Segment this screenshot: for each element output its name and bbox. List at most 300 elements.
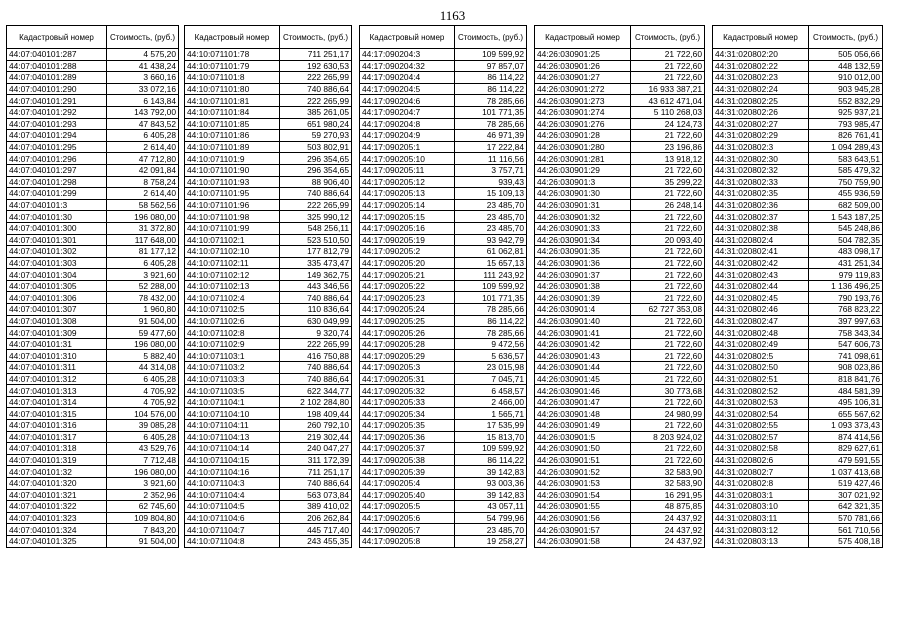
table-row [360,501,527,513]
cadastral-number-cell: 44:26:030901:272 [535,83,631,95]
cadastral-number-cell: 44:07:040101:320 [7,477,107,489]
table-row [7,431,179,443]
cost-cell: 6 458,57 [455,385,527,397]
cadastral-number-cell: 44:26:030901:29 [535,164,631,176]
cadastral-number-cell: 44:31:020802:5 [713,350,809,362]
cadastral-number-cell: 44:26:030901:31 [535,199,631,211]
cadastral-number-cell: 44:07:040101:297 [7,164,107,176]
cost-cell: 2 614,40 [107,141,179,153]
cost-cell: 1 037 413,68 [809,466,883,478]
cadastral-number-cell: 44:26:030901:42 [535,338,631,350]
table-row [360,106,527,118]
cadastral-number-cell: 44:10:071102:8 [185,327,280,339]
cadastral-number-cell: 44:07:040101:289 [7,72,107,84]
cadastral-number-cell: 44:07:040101:317 [7,431,107,443]
cost-cell: 21 722,60 [631,269,705,281]
cost-cell: 21 722,60 [631,443,705,455]
cost-cell: 925 937,21 [809,106,883,118]
table-row [185,95,352,107]
cost-cell: 3 921,60 [107,269,179,281]
table-row [360,153,527,165]
cadastral-number-cell: 44:07:040101:324 [7,524,107,536]
cadastral-number-cell: 44:26:030901:52 [535,466,631,478]
cost-cell: 21 722,60 [631,188,705,200]
cost-cell: 21 722,60 [631,315,705,327]
table-row [7,141,179,153]
table-row [535,280,705,292]
cost-cell: 17 222,84 [455,141,527,153]
cost-cell: 24 437,92 [631,512,705,524]
cost-cell: 20 093,40 [631,234,705,246]
table-row [7,72,179,84]
cost-cell: 222 265,99 [280,95,352,107]
table-row [185,327,352,339]
cost-cell: 23 485,70 [455,222,527,234]
table-row [185,199,352,211]
table-row [360,315,527,327]
cost-cell: 16 933 387,21 [631,83,705,95]
table-row [360,280,527,292]
cost-cell: 503 802,91 [280,141,352,153]
table-row [360,327,527,339]
cost-cell: 31 372,80 [107,222,179,234]
cadastral-number-cell: 44:17:090205:28 [360,338,455,350]
table-row [360,83,527,95]
cost-cell: 8 203 924,02 [631,431,705,443]
cadastral-number-cell: 44:31:020802:58 [713,443,809,455]
cost-cell: 47 712,80 [107,153,179,165]
cost-cell: 109 599,92 [455,443,527,455]
cost-cell: 19 258,27 [455,535,527,547]
table-row [535,304,705,316]
table-row [535,164,705,176]
table-row [360,477,527,489]
table-row [713,118,883,130]
cost-cell: 575 408,18 [809,535,883,547]
cost-cell: 13 918,12 [631,153,705,165]
table-row [185,489,352,501]
cadastral-number-cell: 44:17:090204:8 [360,118,455,130]
cost-cell: 196 080,00 [107,466,179,478]
cadastral-number-cell: 44:31:020802:35 [713,188,809,200]
cadastral-number-cell: 44:26:030901:40 [535,315,631,327]
table-row [535,141,705,153]
cadastral-number-cell: 44:26:030901:276 [535,118,631,130]
cadastral-number-cell: 44:07:040101:315 [7,408,107,420]
table-row [713,72,883,84]
cadastral-number-cell: 44:26:030901:274 [535,106,631,118]
cadastral-number-cell: 44:17:090205:24 [360,304,455,316]
header-cost: Стоимость, (руб.) [631,26,705,49]
cost-cell: 2 466,00 [455,396,527,408]
cost-cell: 54 799,96 [455,512,527,524]
cost-cell: 192 630,53 [280,60,352,72]
table-row [360,176,527,188]
header-row [360,26,527,49]
table-row [185,385,352,397]
cost-cell: 585 479,32 [809,164,883,176]
cadastral-number-cell: 44:10:071102:1 [185,234,280,246]
cadastral-number-cell: 44:10:071101:85 [185,118,280,130]
table-row [185,512,352,524]
table-row [535,222,705,234]
cost-cell: 62 727 353,08 [631,304,705,316]
table-row [7,350,179,362]
cadastral-number-cell: 44:07:040101:311 [7,362,107,374]
header-cost: Стоимость, (руб.) [455,26,527,49]
page-number: 1163 [439,8,466,23]
cost-cell: 21 722,60 [631,338,705,350]
cadastral-number-cell: 44:07:040101:307 [7,304,107,316]
cadastral-number-cell: 44:31:020802:42 [713,257,809,269]
cost-cell: 740 886,64 [280,292,352,304]
cost-cell: 523 510,50 [280,234,352,246]
cadastral-number-cell: 44:17:090205:5 [360,501,455,513]
table-row [535,269,705,281]
cost-cell: 504 782,35 [809,234,883,246]
cadastral-number-cell: 44:10:071104:3 [185,477,280,489]
cadastral-number-cell: 44:31:020802:47 [713,315,809,327]
cadastral-number-cell: 44:26:030901:55 [535,501,631,513]
table-row [713,199,883,211]
cost-cell: 570 781,66 [809,512,883,524]
cadastral-number-cell: 44:26:030901:26 [535,60,631,72]
table-row [185,350,352,362]
cost-cell: 260 792,10 [280,420,352,432]
table-row [7,315,179,327]
cost-cell: 15 109,13 [455,188,527,200]
table-row [713,512,883,524]
cadastral-number-cell: 44:07:040101:290 [7,83,107,95]
cost-cell: 15 813,70 [455,431,527,443]
table-row [185,211,352,223]
table-row [713,431,883,443]
cost-cell: 443 346,56 [280,280,352,292]
table-row [185,153,352,165]
table-row [360,454,527,466]
cost-cell: 109 599,92 [455,280,527,292]
cost-cell: 21 722,60 [631,222,705,234]
cadastral-table-1 [6,25,179,548]
cost-cell: 793 985,47 [809,118,883,130]
cost-cell: 740 886,64 [280,477,352,489]
cadastral-number-cell: 44:07:040101:288 [7,60,107,72]
table-row [360,118,527,130]
cost-cell: 97 857,07 [455,60,527,72]
cadastral-number-cell: 44:17:090204:3 [360,49,455,61]
table-row [7,222,179,234]
cost-cell: 30 773,68 [631,385,705,397]
cost-cell: 483 098,17 [809,246,883,258]
table-row [7,106,179,118]
cost-cell: 818 841,76 [809,373,883,385]
cadastral-number-cell: 44:07:040101:312 [7,373,107,385]
cost-cell: 78 285,66 [455,95,527,107]
cost-cell: 21 722,60 [631,420,705,432]
cadastral-number-cell: 44:26:030901:58 [535,535,631,547]
table-row [7,524,179,536]
cadastral-number-cell: 44:17:090205:1 [360,141,455,153]
cadastral-number-cell: 44:31:020802:25 [713,95,809,107]
table-row [713,535,883,547]
table-row [713,327,883,339]
cadastral-number-cell: 44:17:090205:26 [360,327,455,339]
cost-cell: 335 473,47 [280,257,352,269]
table-row [535,477,705,489]
table-row [7,60,179,72]
cadastral-number-cell: 44:07:040101:325 [7,535,107,547]
cost-cell: 61 062,81 [455,246,527,258]
cadastral-number-cell: 44:17:090205:12 [360,176,455,188]
cadastral-number-cell: 44:26:030901:30 [535,188,631,200]
table-row [535,338,705,350]
cadastral-number-cell: 44:17:090205:39 [360,466,455,478]
cost-cell: 21 722,60 [631,60,705,72]
cost-cell: 903 945,28 [809,83,883,95]
table-row [7,257,179,269]
table-row [360,443,527,455]
cadastral-number-cell: 44:17:090205:40 [360,489,455,501]
table-row [7,188,179,200]
cadastral-number-cell: 44:10:071101:86 [185,130,280,142]
cadastral-number-cell: 44:10:071103:2 [185,362,280,374]
cost-cell: 59 270,93 [280,130,352,142]
table-row [713,477,883,489]
cadastral-number-cell: 44:26:030901:51 [535,454,631,466]
cadastral-number-cell: 44:10:071102:10 [185,246,280,258]
table-row [360,304,527,316]
cadastral-number-cell: 44:31:020802:52 [713,385,809,397]
cost-cell: 682 509,00 [809,199,883,211]
cost-cell: 311 172,39 [280,454,352,466]
table-row [535,362,705,374]
cost-cell: 196 080,00 [107,211,179,223]
table-row [535,350,705,362]
table-row [185,466,352,478]
cost-cell: 3 921,60 [107,477,179,489]
cost-cell: 826 761,41 [809,130,883,142]
cost-cell: 44 314,08 [107,362,179,374]
table-row [7,292,179,304]
table-row [535,443,705,455]
cadastral-number-cell: 44:07:040101:287 [7,49,107,61]
cost-cell: 768 823,22 [809,304,883,316]
table-row [7,396,179,408]
cost-cell: 222 265,99 [280,72,352,84]
cost-cell: 552 832,29 [809,95,883,107]
table-row [7,199,179,211]
table-row [535,454,705,466]
cadastral-table-4 [534,25,705,548]
table-row [535,385,705,397]
table-row [535,489,705,501]
cadastral-number-cell: 44:31:020802:48 [713,327,809,339]
cost-cell: 93 003,36 [455,477,527,489]
table-row [535,106,705,118]
table-row [535,95,705,107]
cost-cell: 416 750,88 [280,350,352,362]
table-row [185,118,352,130]
table-row [713,130,883,142]
cadastral-number-cell: 44:31:020802:4 [713,234,809,246]
cost-cell: 222 265,99 [280,338,352,350]
table-row [713,83,883,95]
cadastral-number-cell: 44:31:020802:37 [713,211,809,223]
table-row [535,292,705,304]
cost-cell: 495 106,31 [809,396,883,408]
table-row [7,466,179,478]
cost-cell: 219 302,44 [280,431,352,443]
table-row [185,304,352,316]
cost-cell: 750 759,90 [809,176,883,188]
table-row [713,489,883,501]
cadastral-number-cell: 44:26:030901:3 [535,176,631,188]
cadastral-number-cell: 44:10:071104:4 [185,489,280,501]
table-row [713,420,883,432]
cadastral-number-cell: 44:07:040101:3 [7,199,107,211]
cadastral-number-cell: 44:31:020802:3 [713,141,809,153]
cadastral-number-cell: 44:07:040101:319 [7,454,107,466]
cost-cell: 307 021,92 [809,489,883,501]
cadastral-number-cell: 44:26:030901:36 [535,257,631,269]
cost-cell: 93 942,79 [455,234,527,246]
cost-cell: 545 248,86 [809,222,883,234]
cadastral-number-cell: 44:26:030901:50 [535,443,631,455]
cadastral-number-cell: 44:10:071102:4 [185,292,280,304]
cadastral-number-cell: 44:17:090205:21 [360,269,455,281]
cadastral-number-cell: 44:07:040101:31 [7,338,107,350]
cost-cell: 296 354,65 [280,153,352,165]
table-row [360,396,527,408]
table-row [185,130,352,142]
cadastral-number-cell: 44:26:030901:54 [535,489,631,501]
table-row [713,106,883,118]
cadastral-number-cell: 44:26:030901:27 [535,72,631,84]
table-row [185,49,352,61]
cost-cell: 21 722,60 [631,292,705,304]
cadastral-number-cell: 44:07:040101:321 [7,489,107,501]
cost-cell: 86 114,22 [455,315,527,327]
cost-cell: 519 427,46 [809,477,883,489]
cadastral-number-cell: 44:07:040101:316 [7,420,107,432]
cadastral-number-cell: 44:17:090205:11 [360,164,455,176]
cadastral-table-2 [184,25,352,548]
cost-cell: 58 562,56 [107,199,179,211]
cost-cell: 3 757,71 [455,164,527,176]
table-row [185,292,352,304]
cost-cell: 43 057,11 [455,501,527,513]
cadastral-number-cell: 44:26:030901:47 [535,396,631,408]
table-row [7,501,179,513]
cadastral-number-cell: 44:17:090205:29 [360,350,455,362]
cost-cell: 39 142,83 [455,466,527,478]
table-row [713,443,883,455]
table-row [535,327,705,339]
table-row [535,118,705,130]
cadastral-number-cell: 44:31:020802:45 [713,292,809,304]
cadastral-number-cell: 44:31:020803:1 [713,489,809,501]
cost-cell: 874 414,56 [809,431,883,443]
table-row [535,72,705,84]
header-cadastral-number: Кадастровый номер [185,26,280,49]
cost-cell: 484 581,39 [809,385,883,397]
cost-cell: 21 722,60 [631,280,705,292]
cost-cell: 6 405,28 [107,130,179,142]
cadastral-number-cell: 44:26:030901:48 [535,408,631,420]
cost-cell: 21 722,60 [631,327,705,339]
cost-cell: 325 990,12 [280,211,352,223]
table-row [535,199,705,211]
header-row [7,26,179,49]
table-row [7,512,179,524]
cadastral-number-cell: 44:07:040101:30 [7,211,107,223]
cost-cell: 52 288,00 [107,280,179,292]
header-row [185,26,352,49]
table-row [713,292,883,304]
cadastral-number-cell: 44:17:090205:34 [360,408,455,420]
cadastral-number-cell: 44:17:090205:23 [360,292,455,304]
header-cadastral-number: Кадастровый номер [7,26,107,49]
cadastral-number-cell: 44:26:030901:34 [535,234,631,246]
cadastral-number-cell: 44:31:020803:10 [713,501,809,513]
cadastral-number-cell: 44:10:071104:11 [185,420,280,432]
cadastral-number-cell: 44:26:030901:45 [535,373,631,385]
table-row [185,524,352,536]
cadastral-number-cell: 44:10:071101:78 [185,49,280,61]
table-row [360,95,527,107]
cost-cell: 43 529,76 [107,443,179,455]
cadastral-number-cell: 44:31:020802:24 [713,83,809,95]
cadastral-number-cell: 44:26:030901:44 [535,362,631,374]
table-row [713,524,883,536]
cost-cell: 21 722,60 [631,211,705,223]
table-row [185,141,352,153]
cadastral-number-cell: 44:26:030901:281 [535,153,631,165]
table-row [185,106,352,118]
cost-cell: 2 352,96 [107,489,179,501]
cost-cell: 563 073,84 [280,489,352,501]
cadastral-number-cell: 44:31:020802:55 [713,420,809,432]
table-row [713,350,883,362]
cost-cell: 583 643,51 [809,153,883,165]
cost-cell: 109 599,92 [455,49,527,61]
cadastral-number-cell: 44:26:030901:32 [535,211,631,223]
cost-cell: 455 936,59 [809,188,883,200]
cadastral-number-cell: 44:10:071104:15 [185,454,280,466]
table-row [535,315,705,327]
table-row [360,164,527,176]
table-row [713,280,883,292]
cadastral-number-cell: 44:10:071101:79 [185,60,280,72]
table-row [7,246,179,258]
cadastral-number-cell: 44:26:030901:25 [535,49,631,61]
table-row [713,338,883,350]
header-row [713,26,883,49]
cadastral-number-cell: 44:07:040101:302 [7,246,107,258]
table-row [360,338,527,350]
cadastral-number-cell: 44:07:040101:294 [7,130,107,142]
cadastral-number-cell: 44:10:071104:6 [185,512,280,524]
table-row [713,454,883,466]
cadastral-number-cell: 44:07:040101:32 [7,466,107,478]
table-row [360,489,527,501]
table-row [185,454,352,466]
table-row [185,431,352,443]
cadastral-number-cell: 44:26:030901:28 [535,130,631,142]
cost-cell: 111 243,92 [455,269,527,281]
table-row [360,222,527,234]
cadastral-number-cell: 44:31:020802:27 [713,118,809,130]
